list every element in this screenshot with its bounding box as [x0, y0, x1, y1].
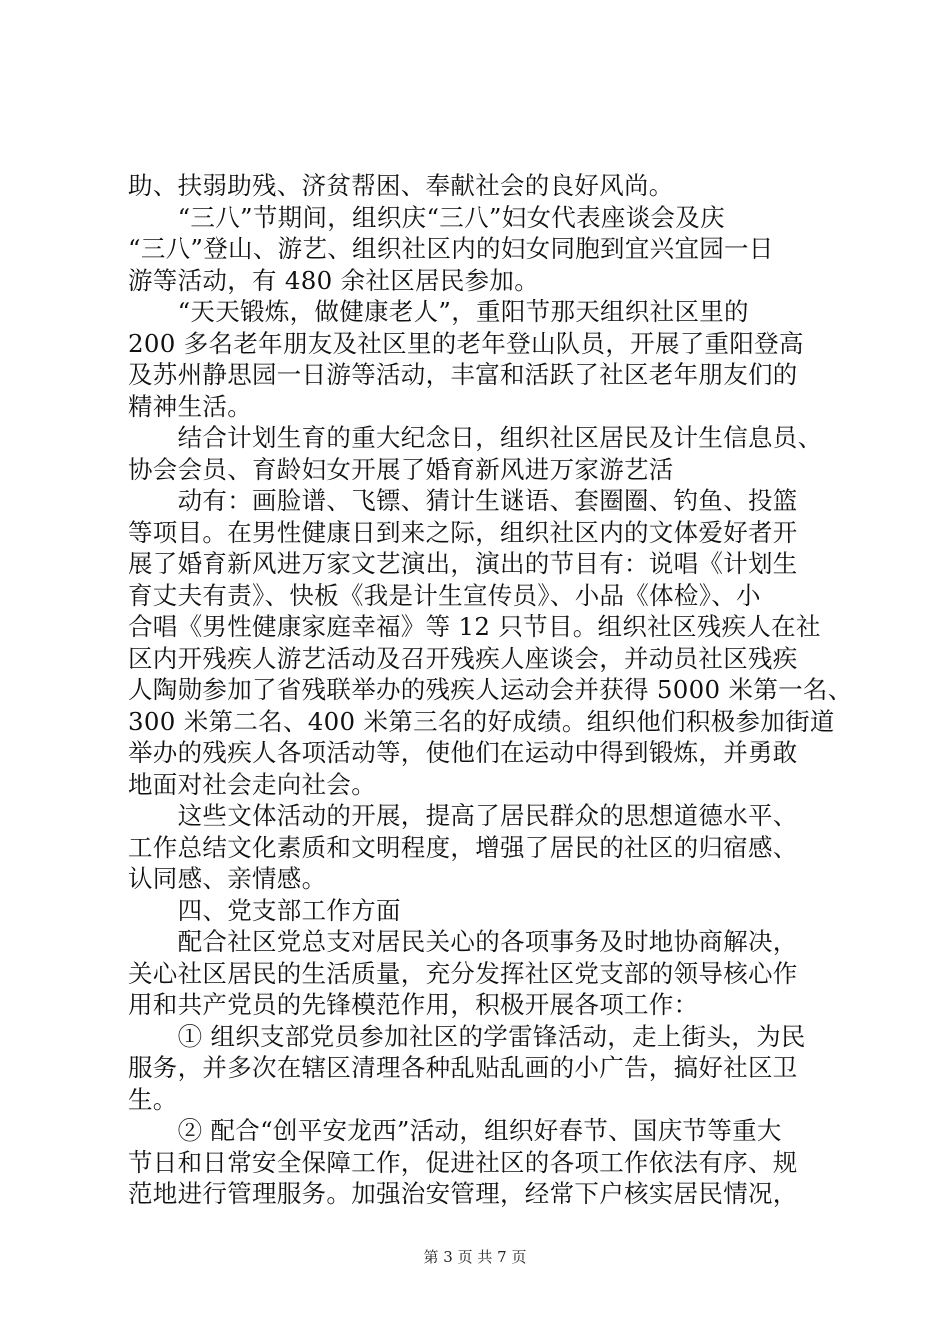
text-line: 认同感、亲情感。 [128, 864, 327, 893]
text-line: ② 配合“创平安龙西”活动，组织好春节、国庆节等重大 [128, 1116, 782, 1145]
text-line: 这些文体活动的开展，提高了居民群众的思想道德水平、 [128, 801, 798, 830]
text-line: 300 米第二名、400 米第三名的好成绩。组织他们积极参加街道 [128, 706, 835, 736]
text-line: 区内开残疾人游艺活动及召开残疾人座谈会，并动员社区残疾 [128, 643, 798, 673]
text-line: 200 多名老年朋友及社区里的老年登山队员，开展了重阳登高 [128, 328, 804, 358]
text-line: 育丈夫有责》、快板《我是计生宣传员》、小品《体检》、小 [128, 580, 761, 610]
text-line: 等项目。在男性健康日到来之际，组织社区内的文体爱好者开 [128, 517, 798, 547]
body-text [128, 170, 853, 1210]
text-line: “天天锻炼，做健康老人”，重阳节那天组织社区里的 [128, 297, 749, 326]
text-line: 服务，并多次在辖区清理各种乱贴乱画的小广告，搞好社区卫 [128, 1053, 798, 1082]
text-line: 助、扶弱助残、济贫帮困、奉献社会的良好风尚。 [128, 171, 674, 200]
text-line: 节日和日常安全保障工作，促进社区的各项工作依法有序、规 [128, 1147, 798, 1177]
text-line: 结合计划生育的重大纪念日，组织社区居民及计生信息员、 [128, 423, 823, 452]
text-line: 地面对社会走向社会。 [128, 769, 376, 799]
text-line: 展了婚育新风进万家文艺演出，演出的节目有：说唱《计划生 [128, 549, 798, 578]
text-line: 精神生活。 [128, 391, 252, 421]
text-line: 生。 [128, 1084, 178, 1114]
text-line: ① 组织支部党员参加社区的学雷锋活动，走上街头，为民 [128, 1021, 806, 1051]
page-footer: 第 3 页 共 7 页 [423, 1248, 527, 1266]
text-line: “三八”登山、游艺、组织社区内的妇女同胞到宜兴宜园一日 [128, 234, 774, 263]
text-line: 举办的残疾人各项活动等，使他们在运动中得到锻炼，并勇敢 [128, 738, 798, 767]
text-line: 动有：画脸谱、飞镖、猜计生谜语、套圈圈、钓鱼、投篮 [128, 486, 798, 515]
text-line: 用和共产党员的先锋模范作用，积极开展各项工作： [128, 990, 699, 1019]
text-line: 关心社区居民的生活质量，充分发挥社区党支部的领导核心作 [128, 958, 798, 988]
text-line: 范地进行管理服务。加强治安管理，经常下户核实居民情况， [128, 1179, 798, 1208]
text-line: 四、党支部工作方面 [128, 895, 401, 925]
text-line: “三八”节期间，组织庆“三八”妇女代表座谈会及庆 [128, 202, 725, 232]
text-line: 配合社区党总支对居民关心的各项事务及时地协商解决， [128, 927, 798, 956]
text-line: 游等活动，有 480 余社区居民参加。 [128, 265, 540, 295]
text-line: 人陶勋参加了省残联举办的残疾人运动会并获得 5000 米第一名、 [128, 675, 853, 704]
text-line: 及苏州静思园一日游等活动，丰富和活跃了社区老年朋友们的 [128, 360, 798, 389]
text-line: 工作总结文化素质和文明程度，增强了居民的社区的归宿感、 [128, 832, 798, 862]
text-line: 合唱《男性健康家庭幸福》等 12 只节目。组织社区残疾人在社 [128, 612, 821, 641]
text-line: 协会会员、育龄妇女开展了婚育新风进万家游艺活 [128, 454, 674, 484]
